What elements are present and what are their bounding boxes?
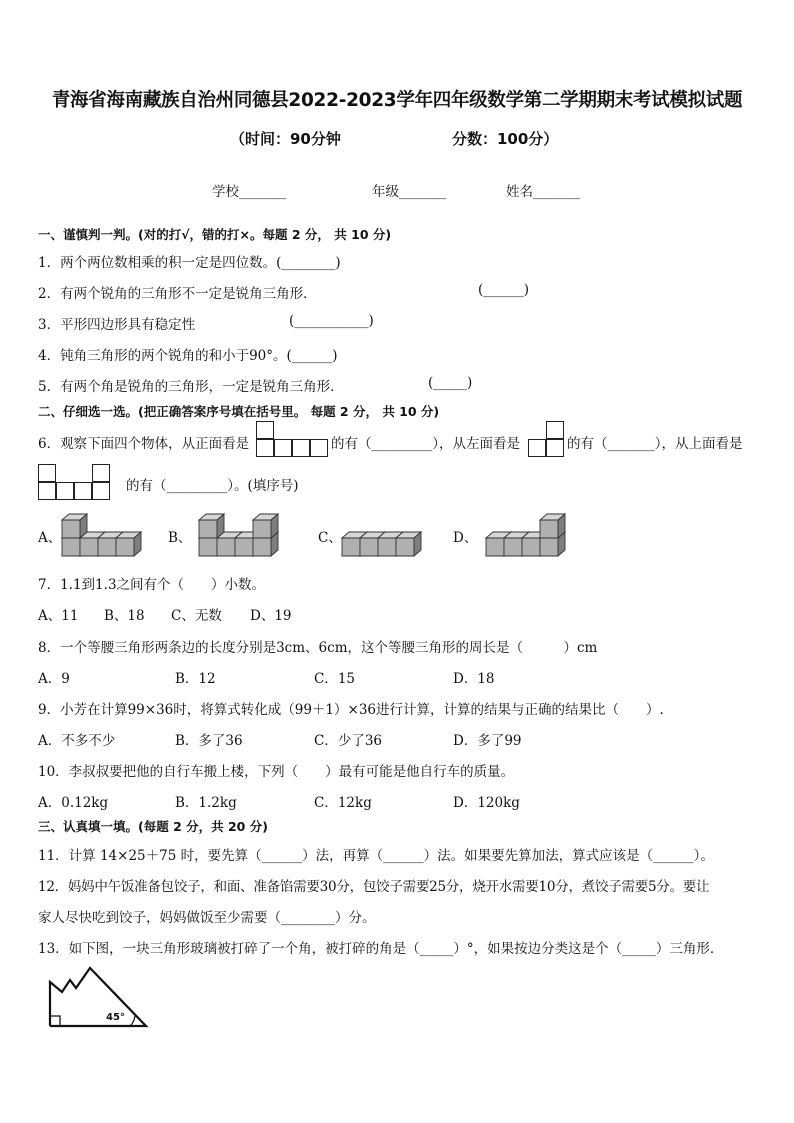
option-d-label: D、 (453, 530, 478, 546)
question-12-line1: 12．妈妈中午饭准备包饺子，和面、准备馅需要30分，包饺子需要25分，烧开水需要10分，煮饺子需要5分。要让 (38, 879, 710, 895)
question-8: 8．一个等腰三角形两条边的长度分别是3cm、6cm，这个等腰三角形的周长是（ ）cm (38, 640, 598, 656)
question-2-blank: (______) (478, 282, 530, 298)
question-11: 11．计算 14×25＋75 时，要先算（______）法，再算（______）法。如果要先算加法，算式应该是（______）。 (38, 848, 714, 864)
q9-option-a: A．不多不少 (38, 733, 116, 749)
grade-field: 年级_______ (372, 184, 447, 200)
exam-score: 分数：100分） (452, 130, 559, 148)
exam-time: （时间：90分钟 (230, 130, 341, 148)
q10-option-b: B．1.2kg (175, 795, 237, 811)
section1-heading: 一、谨慎判一判。(对的打√，错的打×。每题 2 分， 共 10 分) (38, 227, 392, 242)
q10-option-c: C．12kg (314, 795, 372, 811)
q10-option-a: A．0.12kg (38, 795, 109, 811)
option-c-label: C、 (318, 530, 342, 546)
q9-option-d: D．多了99 (453, 733, 522, 749)
q9-option-b: B．多了36 (175, 733, 243, 749)
question-3-blank: (___________) (289, 313, 374, 329)
question-6-text-b: 的有（_________），从左面看是 (331, 436, 520, 452)
solid-a-figure (60, 510, 170, 560)
question-6-text-c: 的有（_______），从上面看是 (567, 436, 743, 452)
q7-option-a: A、11 (38, 608, 79, 624)
question-10: 10．李叔叔要把他的自行车搬上楼，下列（ ）最有可能是他自行车的质量。 (38, 764, 515, 780)
name-field: 姓名_______ (506, 184, 581, 200)
question-7: 7．1.1到1.3之间有个（ ）小数。 (38, 577, 266, 593)
option-b-label: B、 (168, 530, 192, 546)
question-9: 9．小芳在计算99×36时，将算式转化成（99＋1）×36进行计算，计算的结果与正确的结果比（ ）. (38, 702, 664, 718)
solid-d-figure (484, 510, 594, 560)
question-4: 4．钝角三角形的两个锐角的和小于90°。(______) (38, 348, 338, 364)
q10-option-d: D．120kg (453, 795, 520, 811)
section2-heading: 二、仔细选一选。(把正确答案序号填在括号里。 每题 2 分， 共 10 分) (38, 404, 440, 419)
broken-triangle-figure (44, 962, 154, 1032)
q8-option-a: A．9 (38, 671, 70, 687)
school-field: 学校_______ (212, 184, 287, 200)
page-title: 青海省海南藏族自治州同德县2022-2023学年四年级数学第二学期期末考试模拟试题 (51, 90, 743, 111)
q8-option-b: B．12 (175, 671, 216, 687)
question-5: 5．有两个角是锐角的三角形，一定是锐角三角形． (38, 379, 344, 395)
question-6-text-a: 6．观察下面四个物体，从正面看是 (38, 436, 250, 452)
question-6-text-d: 的有（_________）。(填序号) (126, 478, 299, 494)
q7-option-b: B、18 (104, 608, 145, 624)
solid-c-figure (340, 510, 450, 560)
angle-label: 45° (106, 1012, 125, 1023)
q7-option-c: C、无数 (171, 608, 222, 624)
question-1: 1．两个两位数相乘的积一定是四位数。(________) (38, 255, 341, 271)
question-3: 3．平形四边形具有稳定性 (38, 317, 196, 333)
q9-option-c: C．少了36 (314, 733, 383, 749)
section3-heading: 三、认真填一填。(每题 2 分，共 20 分) (38, 819, 268, 834)
q8-option-c: C．15 (314, 671, 356, 687)
q8-option-d: D．18 (453, 671, 495, 687)
solid-b-figure (197, 510, 307, 560)
option-a-label: A、 (38, 530, 62, 546)
question-2: 2．有两个锐角的三角形不一定是锐角三角形． (38, 286, 317, 302)
q7-option-d: D、19 (250, 608, 292, 624)
question-5-blank: (_____) (428, 375, 473, 391)
question-12-line2: 家人尽快吃到饺子，妈妈做饭至少需要（________）分。 (38, 910, 376, 926)
question-13: 13．如下图，一块三角形玻璃被打碎了一个角，被打碎的角是（_____）°，如果按边分类这是个（_____）三角形． (38, 941, 724, 957)
